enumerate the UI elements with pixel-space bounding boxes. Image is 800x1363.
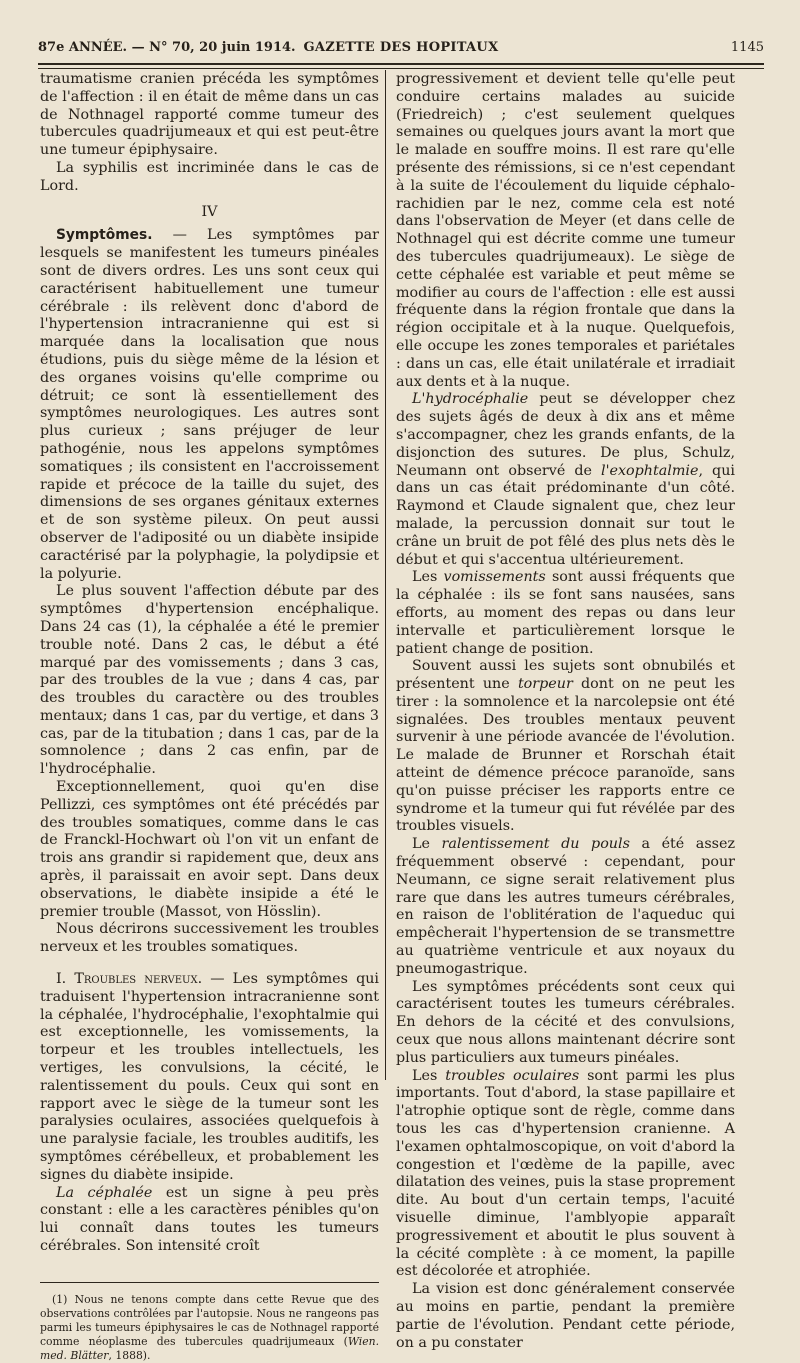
paragraph-text: dont on ne peut les tirer : la somnolence et la narcolepsie ont été signalées. Des troubles mentaux peuvent survenir à une période avancée de l'évolution. Le malade de Brunner et Rorschah était atteint de démence précoce paranoïde, sans qu'on puisse préciser les rapports entre ce syndrome et la tumeur qui fut révélée par des troubles visuels.	[396, 676, 736, 835]
paragraph	[396, 658, 735, 836]
paragraph-text: — Les symptômes par lesquels se manifestent les tumeurs pinéales sont de divers ordres. Les uns sont ceux qui caractérisent habituellement une tumeur cérébrale : ils relèvent donc d'abord de l'hypertension intracranienne qui est si marquée dans la localisation que nous étudions, puis du siège même de la lésion et des organes voisins qu'elle comprime ou détruit; ce sont là essentiellement des symptômes neurologiques. Les autres sont plus curieux ; sans préjuger de leur pathogénie, nous les appelons symptômes somatiques ; ils consistent en l'accroissement rapide et précoce de la taille du sujet, des dimensions de ses organes génitaux externes et de son système pileux. On peut aussi observer de l'adiposité ou un diabète insipide caractérisé par la polyphagie, la polydipsie et la polyurie.	[40, 227, 379, 582]
page-number: 1145	[730, 40, 764, 55]
spacer	[40, 957, 379, 971]
paragraph-text: Les	[412, 569, 444, 586]
emphasis: troubles oculaires	[445, 1067, 580, 1084]
running-header	[38, 38, 764, 60]
section-heading: Symptômes.	[56, 227, 153, 244]
section-number: IV	[201, 203, 218, 220]
paragraph	[396, 569, 735, 658]
paragraph-text: Les	[412, 1067, 446, 1084]
paragraph: La syphilis est incriminée dans le cas de Lord.	[40, 159, 379, 194]
paragraph-text: Le	[412, 836, 442, 853]
paragraph	[396, 1068, 735, 1282]
paragraph	[396, 391, 735, 569]
paragraph-text: a été assez fréquemment observé : cependant, pour Neumann, ce signe serait relativement plus rare que dans les autres tumeurs cérébrales, en raison de l'oblitération de l'aqueduc qui empêcherait l'hypertension de se transmettre au quatrième ventricule et aux noyaux du pneumogastrique.	[396, 836, 735, 977]
header-rule	[38, 63, 764, 69]
column-divider	[385, 70, 386, 1080]
paragraph: Nous décrirons successivement les troubles nerveux et les troubles somatiques.	[40, 921, 379, 956]
paragraph: progressivement et devient telle qu'elle peut conduire certains malades au suicide (Friedreich) ; c'est seulement quelques semaines ou quelques jours avant la mort que le malade en souffre moins. Il est rare qu'elle présente des rémissions, si ce n'est cependant à la suite de l'écoulement du liquide céphalo-rachidien par le nez, comme cela est noté dans l'observation de Meyer (et dans celle de Nothnagel qui est décrite comme une tumeur des tubercules quadrijumeaux). Le siège de cette céphalée est variable et peut même se modifier au cours de l'affection : elle est aussi fréquente dans la région frontale que dans la région occipitale et à la nuque. Quelquefois, elle occupe les zones temporales et pariétales : dans un cas, elle était unilatérale et irradiait aux dents et à la nuque.	[396, 71, 735, 390]
paragraph: traumatisme cranien précéda les symptômes de l'affection : il en était de même dans un cas de Nothnagel rapporté comme tumeur des tubercules quadrijumeaux et qui est peut-être une tumeur épiphysaire.	[40, 71, 379, 159]
footnote-rule	[40, 1282, 379, 1283]
emphasis: l'exophtalmie	[601, 462, 699, 479]
left-column	[40, 71, 379, 1363]
paragraph-text: est un signe à peu près constant : elle a les caractères pénibles qu'on lui connaît dans toutes les tumeurs cérébrales. Son intensité croît	[40, 1184, 379, 1254]
paragraph-text: sont aussi fréquents que la céphalée : ils se font sans nausées, sans efforts, au moment des repas ou dans leur intervalle et particulièrement lorsque le patient change de position.	[396, 569, 735, 657]
paragraph-text: — Les symptômes qui traduisent l'hypertension intracranienne sont la céphalée, l'hydrocéphalie, l'exophtalmie qui est exceptionnelle, les vomissements, la torpeur et les troubles intellectuels, les vertiges, les convulsions, la cécité, le ralentissement du pouls. Ceux qui sont en rapport avec le siège de la tumeur sont les paralysies oculaires, associées quelquefois à une paralysie faciale, les troubles auditifs, les symptômes cérébelleux, et probablement les signes du diabète insipide.	[40, 971, 379, 1183]
paragraph-text: peut se développer chez des sujets âgés de deux à dix ans et même s'accompagner, chez les grands enfants, de la disjonction des sutures. De plus, Schulz, Neumann ont observé de	[396, 391, 735, 479]
emphasis: torpeur	[517, 676, 573, 693]
paragraph: Les symptômes précédents sont ceux qui caractérisent toutes les tumeurs cérébrales. En dehors de la cécité et des convulsions, ceux que nous allons maintenant décrire sont plus particuliers aux tumeurs pinéales.	[396, 978, 735, 1066]
footnote-text: , 1888).	[108, 1348, 151, 1362]
emphasis: La céphalée	[56, 1184, 153, 1201]
emphasis: vomissements	[443, 569, 546, 586]
subsection-heading: I. Troubles nerveux.	[56, 971, 203, 988]
paragraph	[40, 227, 379, 583]
paragraph	[40, 971, 379, 1185]
paragraph: Le plus souvent l'affection débute par des symptômes d'hypertension encéphalique. Dans 24 cas (1), la céphalée a été le premier trouble noté. Dans 2 cas, le début a été marqué par des vomissements ; dans 3 cas, par des troubles de la vue ; dans 4 cas, par des troubles du caractère ou des troubles mentaux; dans 1 cas, par du vertige, et dans 3 cas, par de la titubation ; dans 1 cas, par de la somnolence ; dans 2 cas enfin, par de l'hydrocéphalie.	[40, 583, 379, 778]
paragraph-text: sont parmi les plus importants. Tout d'abord, la stase papillaire et l'atrophie optique sont de règle, comme dans tous les cas d'hypertension cranienne. A l'examen ophtalmoscopique, on voit d'abord la congestion et l'œdème de la papille, avec dilatation des veines, puis la stase proprement dite. Au bout d'un certain temps, l'acuité visuelle diminue, l'amblyopie apparaît progressivement et aboutit le plus souvent à la cécité complète : à ce moment, la papille est décolorée et atrophiée.	[396, 1067, 735, 1280]
paragraph: La vision est donc généralement conservée au moins en partie, pendant la première partie de l'évolution. Pendant cette période, on a pu constater	[396, 1281, 735, 1351]
emphasis: ralentissement du pouls	[441, 836, 630, 853]
footnote-text: (1) Nous ne tenons compte dans cette Revue que des observations contrôlées par l'autopsie. Nous ne rangeons pas parmi les tumeurs épiphysaires le cas de Nothnagel rapporté comme néoplasme des tubercules quadrijumeaux (	[40, 1292, 379, 1348]
citation-title: Wien. med. Blätter	[40, 1334, 379, 1362]
paragraph-text: , qui dans un cas était prédominante d'un côté. Raymond et Claude signalent que, chez leur malade, la percussion donnait sur tout le crâne un bruit de pot fêlé des plus nets dès le début et qui s'accentua ultérieurement.	[396, 462, 735, 568]
paragraph	[40, 1185, 379, 1256]
journal-title: GAZETTE DES HOPITAUX	[303, 40, 499, 55]
paragraph: Exceptionnellement, quoi qu'en dise Pellizzi, ces symptômes ont été précédés par des troubles somatiques, comme dans le cas de Franckl-Hochwart où l'on vit un enfant de trois ans grandir si rapidement que, deux ans après, il paraissait en avoir sept. Dans deux observations, le diabète insipide a été le premier trouble (Massot, von Hösslin).	[40, 779, 379, 920]
footnote	[40, 1293, 379, 1363]
right-column	[396, 71, 735, 1352]
paragraph	[396, 836, 735, 978]
paragraph-text: Souvent aussi les sujets sont obnubilés et présentent une	[396, 658, 735, 693]
emphasis: L'hydrocéphalie	[412, 391, 529, 408]
issue-info: 87e ANNÉE. — N° 70, 20 juin 1914.	[38, 40, 296, 55]
